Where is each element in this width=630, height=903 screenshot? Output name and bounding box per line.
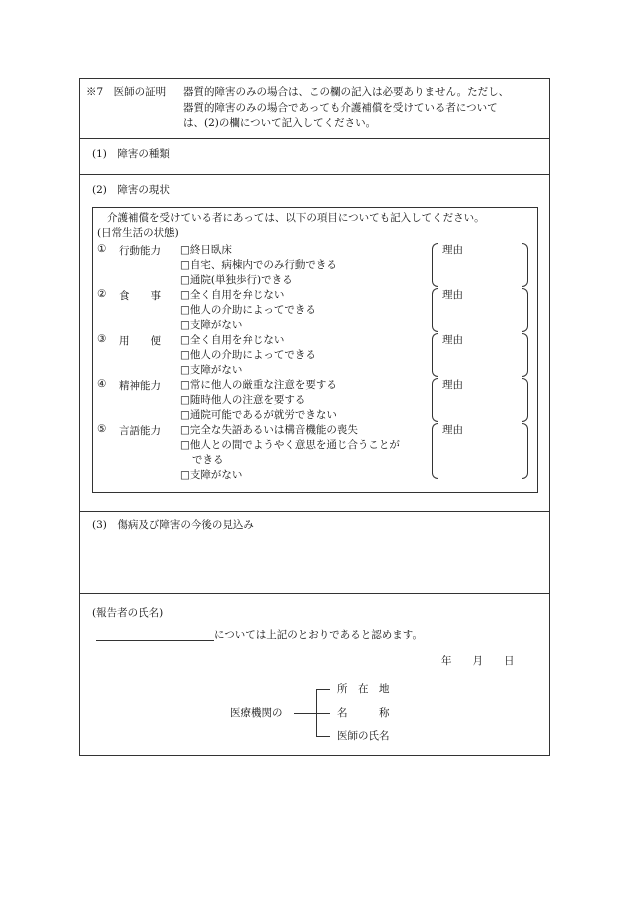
checkbox-option[interactable]: □全く自用を弁じない — [180, 334, 285, 346]
medical-institution-label: 医療機関の — [230, 707, 283, 719]
checkbox-option[interactable]: □他人の介助によってできる — [180, 349, 316, 361]
bracket-arm — [316, 689, 330, 690]
item-number: ② — [97, 288, 107, 300]
item-options — [180, 288, 316, 333]
note-line: は、(2)の欄について記入してください。 — [183, 117, 377, 129]
divider — [80, 138, 549, 139]
item-category: 食 事 — [119, 290, 161, 302]
daily-life-status-box — [92, 207, 538, 493]
checkbox-option[interactable]: □支障がない — [180, 364, 243, 376]
item-options — [180, 243, 337, 288]
checkbox-option[interactable]: □完全な失語あるいは構音機能の喪失 — [180, 424, 358, 436]
field-name[interactable]: 名 称 — [337, 707, 390, 719]
item-number: ④ — [97, 378, 107, 390]
checkbox-option-continuation: できる — [192, 454, 224, 466]
reason-label: 理由 — [442, 244, 463, 256]
checkbox-option[interactable]: □通院可能であるが就労できない — [180, 409, 337, 421]
item-number: ① — [97, 243, 107, 255]
item-options — [180, 378, 337, 423]
reporter-label: (報告者の氏名) — [92, 607, 164, 619]
left-paren — [432, 333, 438, 377]
field-address[interactable]: 所 在 地 — [337, 683, 390, 695]
bracket-stem — [294, 713, 316, 714]
reason-field[interactable] — [432, 423, 528, 479]
right-paren — [522, 423, 528, 479]
checkbox-option[interactable]: □常に他人の厳重な注意を要する — [180, 379, 337, 391]
item-options — [180, 333, 316, 378]
left-paren — [432, 243, 438, 287]
note-text — [183, 85, 539, 132]
right-paren — [522, 333, 528, 377]
item-category: 行動能力 — [119, 245, 161, 257]
bracket-arm — [316, 736, 330, 737]
section-3-label: (3) 傷病及び障害の今後の見込み — [92, 519, 254, 531]
bracket-arm — [316, 713, 330, 714]
certificate-form — [79, 78, 550, 756]
reason-field[interactable] — [432, 378, 528, 422]
right-paren — [522, 288, 528, 332]
certification-statement: については上記のとおりであると認めます。 — [214, 629, 423, 641]
field-doctor-name[interactable]: 医師の氏名 — [337, 730, 390, 742]
item-category: 精神能力 — [119, 380, 161, 392]
divider — [80, 174, 549, 175]
right-paren — [522, 378, 528, 422]
left-paren — [432, 378, 438, 422]
checkbox-option[interactable]: □終日臥床 — [180, 244, 232, 256]
reason-field[interactable] — [432, 333, 528, 377]
checkbox-option[interactable]: □全く自用を弁じない — [180, 289, 285, 301]
checkbox-option[interactable]: □自宅、病棟内でのみ行動できる — [180, 259, 337, 271]
reason-label: 理由 — [442, 289, 463, 301]
checkbox-option[interactable]: □他人との間でようやく意思を通じ合うことが — [180, 439, 400, 451]
reporter-name-line[interactable] — [96, 640, 214, 641]
reason-label: 理由 — [442, 424, 463, 436]
left-paren — [432, 423, 438, 479]
reason-field[interactable] — [432, 243, 528, 287]
divider — [80, 511, 549, 512]
checkbox-option[interactable]: □他人の介助によってできる — [180, 304, 316, 316]
item-options — [180, 423, 400, 483]
item-number: ③ — [97, 333, 107, 345]
right-paren — [522, 243, 528, 287]
reason-label: 理由 — [442, 379, 463, 391]
item-category: 用 便 — [119, 335, 161, 347]
date-field[interactable]: 年 月 日 — [441, 655, 515, 667]
section-2-label: (2) 障害の現状 — [92, 184, 170, 196]
checkbox-option[interactable]: □通院(単独歩行)できる — [180, 274, 293, 286]
checkbox-option[interactable]: □支障がない — [180, 469, 243, 481]
item-number: ⑤ — [97, 423, 107, 435]
section-1-label: (1) 障害の種類 — [92, 148, 170, 160]
note-line: 器質的障害のみの場合であっても介護補償を受けている者について — [183, 101, 498, 114]
item-category: 言語能力 — [119, 425, 161, 437]
note-label: ※7 医師の証明 — [86, 86, 167, 98]
note-line: 器質的障害のみの場合は、この欄の記入は必要ありません。ただし、 — [183, 86, 510, 98]
left-paren — [432, 288, 438, 332]
instruction-text: 介護補償を受けている者にあっては、以下の項目についても記入してください。 — [107, 212, 485, 224]
daily-life-subheading: (日常生活の状態) — [97, 227, 179, 239]
divider — [80, 593, 549, 594]
checkbox-option[interactable]: □随時他人の注意を要する — [180, 394, 306, 406]
reason-field[interactable] — [432, 288, 528, 332]
reason-label: 理由 — [442, 334, 463, 346]
checkbox-option[interactable]: □支障がない — [180, 319, 243, 331]
